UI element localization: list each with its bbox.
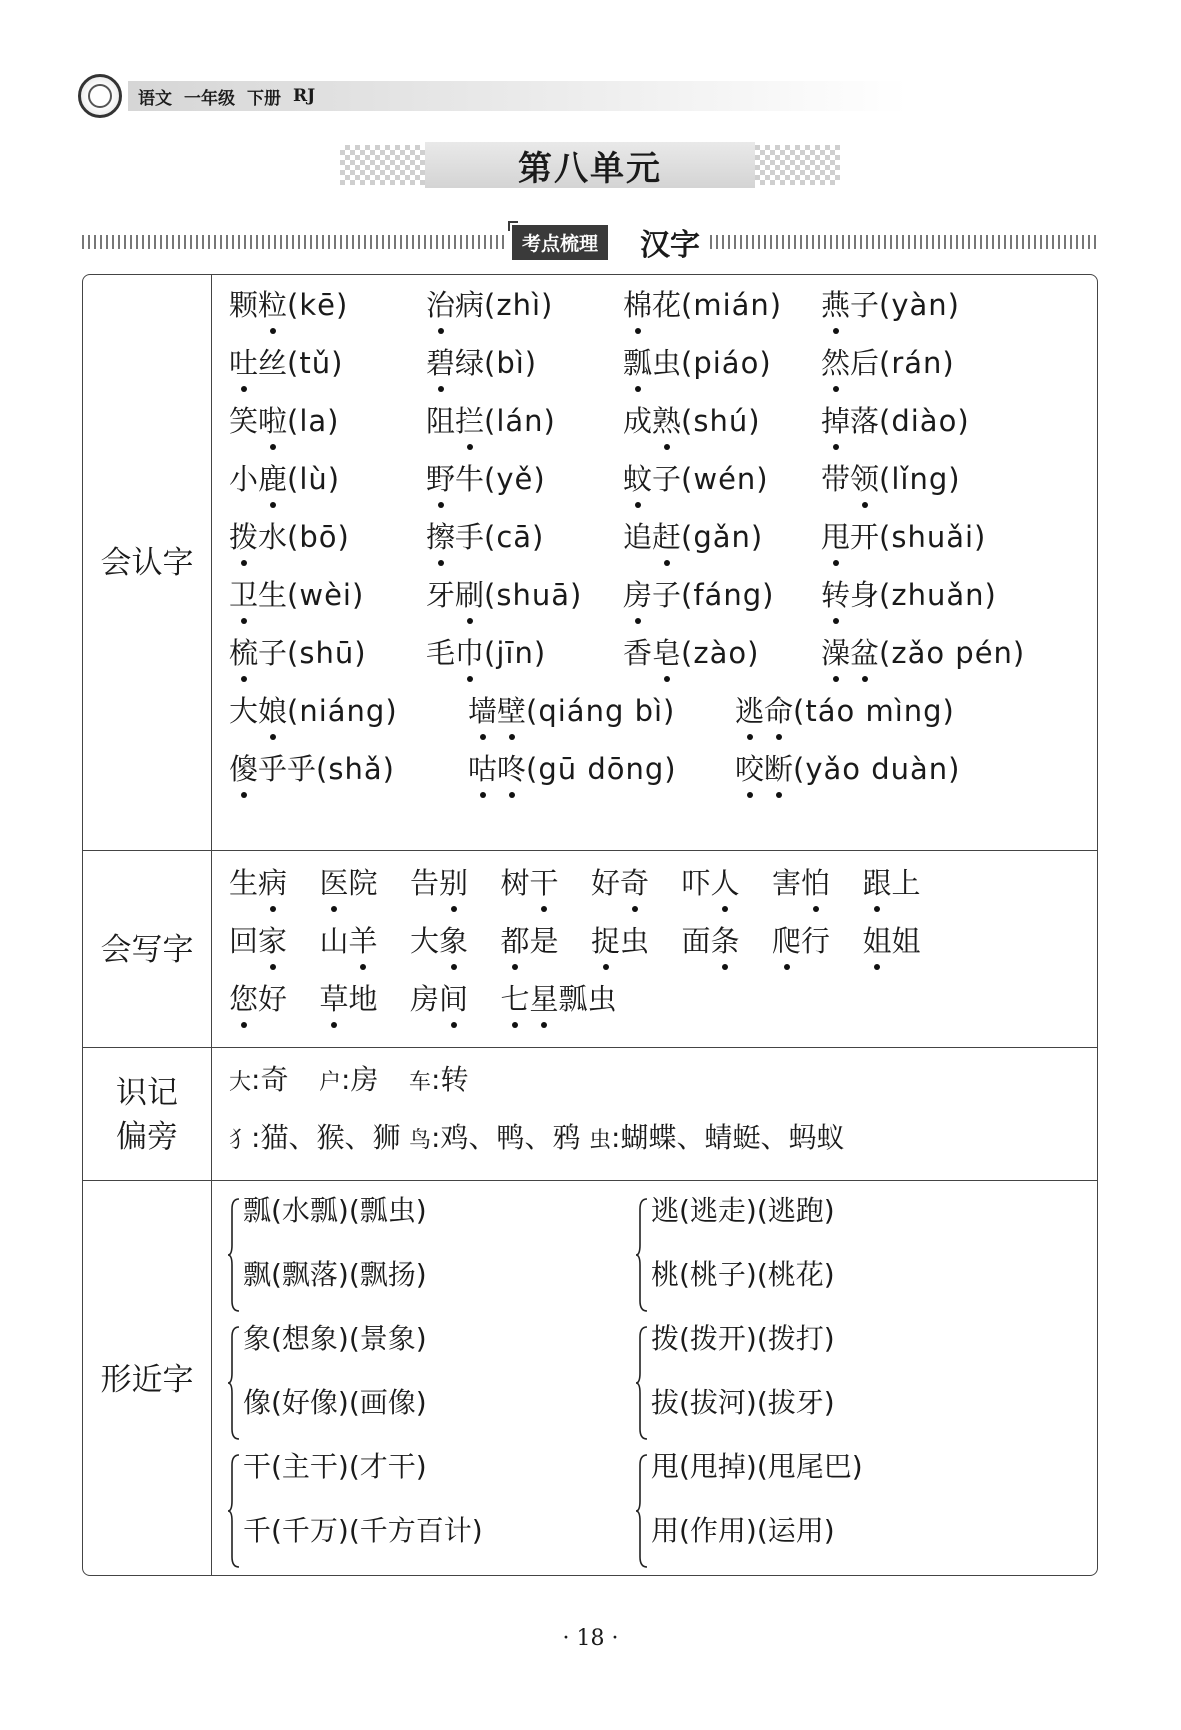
word-char: 捉 (591, 921, 620, 961)
word-char: 墙 (468, 691, 497, 731)
pinyin: (rán) (879, 346, 955, 380)
pinyin: (zhì) (484, 288, 554, 322)
word-char: 开 (850, 520, 880, 554)
word-item (229, 921, 287, 961)
word-item (623, 343, 772, 383)
header-bar (128, 81, 908, 111)
word-char: 是 (529, 924, 559, 958)
section-title: 汉字 (640, 228, 700, 263)
pinyin: (gū dōng) (526, 752, 677, 786)
pinyin: (la) (287, 404, 340, 438)
word-char: 子 (652, 462, 682, 496)
word-char: 乎 (258, 752, 288, 786)
radical-item (589, 1118, 844, 1161)
word-char: 梳 (229, 633, 258, 673)
radical-examples: :鸡、鸭、鸦 (431, 1121, 581, 1154)
radical-item (409, 1060, 468, 1103)
word-item (591, 863, 649, 903)
word-char: 水 (258, 520, 288, 554)
word-char: 上 (891, 866, 921, 900)
word-char: 甩 (821, 517, 850, 557)
pinyin: (bì) (484, 346, 538, 380)
word-char: 拦 (455, 401, 484, 441)
word-char: 带 (821, 462, 851, 496)
write-section (83, 850, 1097, 1048)
brace-icon (635, 1325, 649, 1441)
similar-pair (227, 1191, 607, 1319)
word-char: 领 (850, 459, 879, 499)
header-grade: 一年级 (184, 88, 235, 109)
word-item (821, 459, 961, 499)
vocab-table (82, 274, 1098, 1576)
word-char: 咕 (468, 749, 497, 789)
word-item (821, 401, 970, 441)
word-char: 瓢 (558, 982, 588, 1016)
radical-glyph: 虫 (589, 1128, 612, 1153)
word-item (821, 343, 955, 383)
word-char: 落 (850, 404, 880, 438)
publisher-logo-icon (78, 74, 122, 118)
radical-examples: :奇 (251, 1063, 289, 1096)
pinyin: (piáo) (681, 346, 772, 380)
word-item (320, 979, 378, 1019)
word-item (623, 401, 761, 441)
word-item (772, 921, 830, 961)
word-char: 毛 (426, 636, 456, 670)
header-volume: 下册 (247, 88, 281, 109)
similar-pair (635, 1447, 1015, 1575)
pinyin: (qiáng bì) (526, 694, 676, 728)
word-item (426, 401, 556, 441)
word-char: 房 (623, 575, 652, 615)
pinyin: (kē) (287, 288, 349, 322)
word-char: 绿 (455, 346, 485, 380)
word-char: 大 (229, 694, 259, 728)
word-char: 成 (623, 404, 653, 438)
word-char: 蚊 (623, 459, 652, 499)
recognize-words (211, 275, 1097, 850)
radical-glyph: 户 (319, 1070, 342, 1095)
radical-glyph: 鸟 (409, 1128, 432, 1153)
word-item (426, 517, 544, 557)
word-char: 咬 (735, 749, 764, 789)
word-char: 爬 (772, 921, 801, 961)
word-item (623, 575, 774, 615)
similar-pair (635, 1319, 1015, 1447)
similar-line: 桃(桃子)(桃花) (651, 1258, 835, 1291)
pinyin: (zào) (681, 636, 760, 670)
section-tag: 考点梳理 (512, 225, 608, 260)
write-label: 会写字 (83, 851, 212, 1048)
word-char: 虫 (652, 346, 682, 380)
brace-icon (227, 1453, 241, 1569)
word-char: 大 (410, 924, 440, 958)
word-item (426, 459, 546, 499)
word-item (229, 285, 348, 325)
recognize-section (83, 275, 1097, 850)
word-item (229, 517, 350, 557)
word-char: 病 (455, 288, 485, 322)
word-char: 啦 (258, 401, 287, 441)
word-char: 生 (258, 578, 288, 612)
pinyin: (yàn) (879, 288, 960, 322)
similar-line: 拨(拨开)(拨打) (651, 1322, 835, 1355)
similar-line: 像(好像)(画像) (243, 1386, 427, 1419)
section-heading (82, 222, 1100, 262)
pinyin: (niáng) (287, 694, 398, 728)
word-char: 虫 (587, 982, 617, 1016)
word-char: 房 (410, 982, 440, 1016)
word-item (501, 863, 559, 903)
radical-item (409, 1118, 580, 1161)
word-char: 病 (258, 863, 287, 903)
word-item (320, 863, 378, 903)
word-char: 医 (320, 863, 349, 903)
word-char: 香 (623, 636, 653, 670)
brace-icon (635, 1197, 649, 1313)
word-item (623, 459, 769, 499)
similar-line: 飘(飘落)(飘扬) (243, 1258, 427, 1291)
word-item (591, 921, 649, 961)
word-item (410, 921, 468, 961)
word-item (501, 921, 559, 961)
word-char: 跟 (863, 863, 892, 903)
word-char: 手 (455, 520, 485, 554)
similar-pair (635, 1191, 1015, 1319)
word-item (821, 575, 997, 615)
similar-line: 象(想象)(景象) (243, 1322, 427, 1355)
pinyin: (zǎo pén) (879, 636, 1026, 670)
word-char: 家 (258, 921, 287, 961)
word-char: 皂 (652, 633, 681, 673)
word-item (229, 863, 287, 903)
word-item (229, 575, 364, 615)
word-char: 姐 (863, 921, 892, 961)
word-item (426, 633, 546, 673)
word-char: 条 (711, 921, 740, 961)
radical-glyph: 大 (229, 1070, 252, 1095)
word-char: 棉 (623, 285, 652, 325)
radical-examples: :转 (431, 1063, 469, 1096)
pinyin: (gǎn) (681, 520, 764, 554)
word-char: 院 (348, 866, 378, 900)
divider-dashes-right (710, 235, 1100, 249)
brace-icon (227, 1325, 241, 1441)
similar-section (83, 1180, 1097, 1576)
unit-banner (340, 140, 840, 190)
radical-item (229, 1118, 400, 1161)
word-item (410, 863, 468, 903)
word-item (426, 575, 582, 615)
unit-title: 第八单元 (425, 142, 755, 188)
word-char: 然 (821, 343, 850, 383)
word-char: 赶 (652, 517, 681, 557)
pinyin: (táo mìng) (793, 694, 955, 728)
similar-line: 干(主干)(才干) (243, 1450, 427, 1483)
pinyin: (tǔ) (287, 346, 344, 380)
radical-section (83, 1047, 1097, 1181)
word-item (426, 343, 537, 383)
word-char: 回 (229, 924, 259, 958)
pinyin: (lán) (484, 404, 556, 438)
word-char: 刷 (455, 575, 484, 615)
brace-icon (635, 1453, 649, 1569)
word-char: 后 (850, 346, 880, 380)
radical-glyph: 犭 (229, 1128, 252, 1153)
word-item (623, 517, 763, 557)
pinyin: (shú) (681, 404, 761, 438)
word-item (623, 633, 759, 673)
word-char: 断 (764, 749, 793, 789)
word-char: 吓 (681, 866, 711, 900)
word-item (501, 979, 617, 1019)
word-char: 擦 (426, 517, 455, 557)
similar-line: 拔(拔河)(拔牙) (651, 1386, 835, 1419)
word-char: 虫 (620, 924, 650, 958)
pinyin: (wèi) (287, 578, 365, 612)
similar-line: 瓢(水瓢)(瓢虫) (243, 1194, 427, 1227)
word-char: 花 (652, 288, 682, 322)
radical-glyph: 车 (409, 1070, 432, 1095)
word-char: 掉 (821, 401, 850, 441)
word-item (229, 749, 395, 789)
word-char: 子 (652, 578, 682, 612)
similar-pairs (211, 1181, 1097, 1576)
pinyin: (yě) (484, 462, 546, 496)
brace-icon (227, 1197, 241, 1313)
radical-examples: :猫、猴、狮 (251, 1121, 401, 1154)
word-char: 转 (821, 575, 850, 615)
radical-label (83, 1048, 212, 1181)
pinyin: (zhuǎn) (879, 578, 997, 612)
word-item (229, 979, 287, 1019)
word-item (623, 285, 782, 325)
word-char: 行 (801, 924, 831, 958)
word-item (410, 979, 468, 1019)
word-item (735, 749, 961, 789)
word-char: 面 (681, 924, 711, 958)
word-char: 都 (501, 921, 530, 961)
word-char: 燕 (821, 285, 850, 325)
word-char: 生 (229, 866, 259, 900)
word-item (682, 921, 740, 961)
word-char: 逃 (735, 691, 764, 731)
word-item (468, 749, 677, 789)
word-char: 象 (439, 921, 468, 961)
word-char: 巾 (455, 633, 484, 673)
radical-item (319, 1060, 378, 1103)
word-item (229, 633, 367, 673)
word-char: 子 (850, 288, 880, 322)
word-item (863, 863, 921, 903)
pinyin: (shuā) (484, 578, 583, 612)
word-item (863, 921, 921, 961)
word-char: 好 (258, 982, 288, 1016)
word-char: 山 (319, 924, 349, 958)
word-char: 卫 (229, 575, 258, 615)
word-item (772, 863, 830, 903)
header-edition: RJ (293, 86, 316, 106)
pinyin: (cā) (484, 520, 545, 554)
word-item (735, 691, 955, 731)
word-char: 咚 (497, 749, 526, 789)
pinyin: (yǎo duàn) (793, 752, 961, 786)
word-item (229, 401, 340, 441)
radical-examples: :房 (341, 1063, 379, 1096)
word-char: 瓢 (623, 343, 652, 383)
word-char: 树 (500, 866, 530, 900)
word-char: 熟 (652, 401, 681, 441)
word-char: 奇 (620, 863, 649, 903)
radical-examples: :蝴蝶、蜻蜓、蚂蚁 (611, 1121, 845, 1154)
word-item (821, 633, 1025, 673)
word-char: 阻 (426, 404, 456, 438)
similar-label: 形近字 (83, 1181, 212, 1576)
word-char: 草 (320, 979, 349, 1019)
word-char: 间 (439, 979, 468, 1019)
radical-item (229, 1060, 288, 1103)
write-words (211, 851, 1097, 1048)
similar-line: 甩(甩掉)(甩尾巴) (651, 1450, 863, 1483)
word-char: 治 (426, 285, 455, 325)
word-char: 告 (410, 866, 440, 900)
pinyin: (bō) (287, 520, 350, 554)
word-char: 牙 (426, 578, 456, 612)
pinyin: (shǎ) (316, 752, 395, 786)
word-char: 笑 (229, 404, 259, 438)
similar-line: 千(千万)(千方百计) (243, 1514, 483, 1547)
word-char: 星 (530, 979, 559, 1019)
word-char: 吐 (229, 343, 258, 383)
word-char: 追 (623, 520, 653, 554)
word-item (821, 517, 986, 557)
word-char: 姐 (891, 924, 921, 958)
pinyin: (wén) (681, 462, 769, 496)
similar-pair (227, 1447, 607, 1575)
word-item (468, 691, 675, 731)
word-char: 澡 (821, 633, 850, 673)
word-char: 碧 (426, 343, 455, 383)
word-item (682, 863, 740, 903)
word-item (821, 285, 960, 325)
word-char: 地 (348, 982, 378, 1016)
similar-pair (227, 1319, 607, 1447)
word-char: 人 (711, 863, 740, 903)
pinyin: (fáng) (681, 578, 775, 612)
pinyin: (lǐng) (879, 462, 961, 496)
word-char: 乎 (287, 752, 317, 786)
word-item (229, 459, 340, 499)
word-char: 子 (258, 636, 288, 670)
word-char: 您 (229, 979, 258, 1019)
word-char: 娘 (258, 691, 287, 731)
word-char: 小 (229, 462, 259, 496)
word-char: 壁 (497, 691, 526, 731)
divider-dashes-left (82, 235, 504, 249)
similar-line: 逃(逃走)(逃跑) (651, 1194, 835, 1227)
radical-label-line1: 识记 (116, 1074, 178, 1111)
word-char: 傻 (229, 749, 258, 789)
word-char: 干 (530, 863, 559, 903)
word-item (320, 921, 378, 961)
pinyin: (jīn) (484, 636, 547, 670)
word-char: 别 (439, 863, 468, 903)
word-char: 七 (501, 979, 530, 1019)
pinyin: (shū) (287, 636, 367, 670)
word-char: 羊 (349, 921, 378, 961)
word-char: 盆 (850, 633, 879, 673)
word-char: 丝 (258, 346, 288, 380)
recognize-label: 会认字 (83, 275, 212, 850)
word-char: 颗 (229, 288, 259, 322)
word-char: 鹿 (258, 459, 287, 499)
word-item (229, 343, 343, 383)
word-char: 好 (591, 866, 621, 900)
word-item (229, 691, 398, 731)
pinyin: (shuǎi) (879, 520, 987, 554)
header-subject: 语文 (138, 88, 172, 109)
radical-label-line2: 偏旁 (116, 1118, 178, 1155)
word-char: 拨 (229, 517, 258, 557)
radical-items (211, 1048, 1097, 1181)
page-header (78, 74, 908, 118)
word-char: 命 (764, 691, 793, 731)
word-item (426, 285, 553, 325)
pinyin: (diào) (879, 404, 970, 438)
similar-line: 用(作用)(运用) (651, 1514, 835, 1547)
word-char: 身 (850, 578, 880, 612)
pinyin: (mián) (681, 288, 783, 322)
word-char: 野 (426, 459, 455, 499)
word-char: 粒 (258, 285, 287, 325)
word-char: 害 (772, 866, 802, 900)
page-number: · 18 · (562, 1626, 619, 1651)
word-char: 牛 (455, 462, 485, 496)
word-char: 怕 (801, 863, 830, 903)
pinyin: (lù) (287, 462, 341, 496)
